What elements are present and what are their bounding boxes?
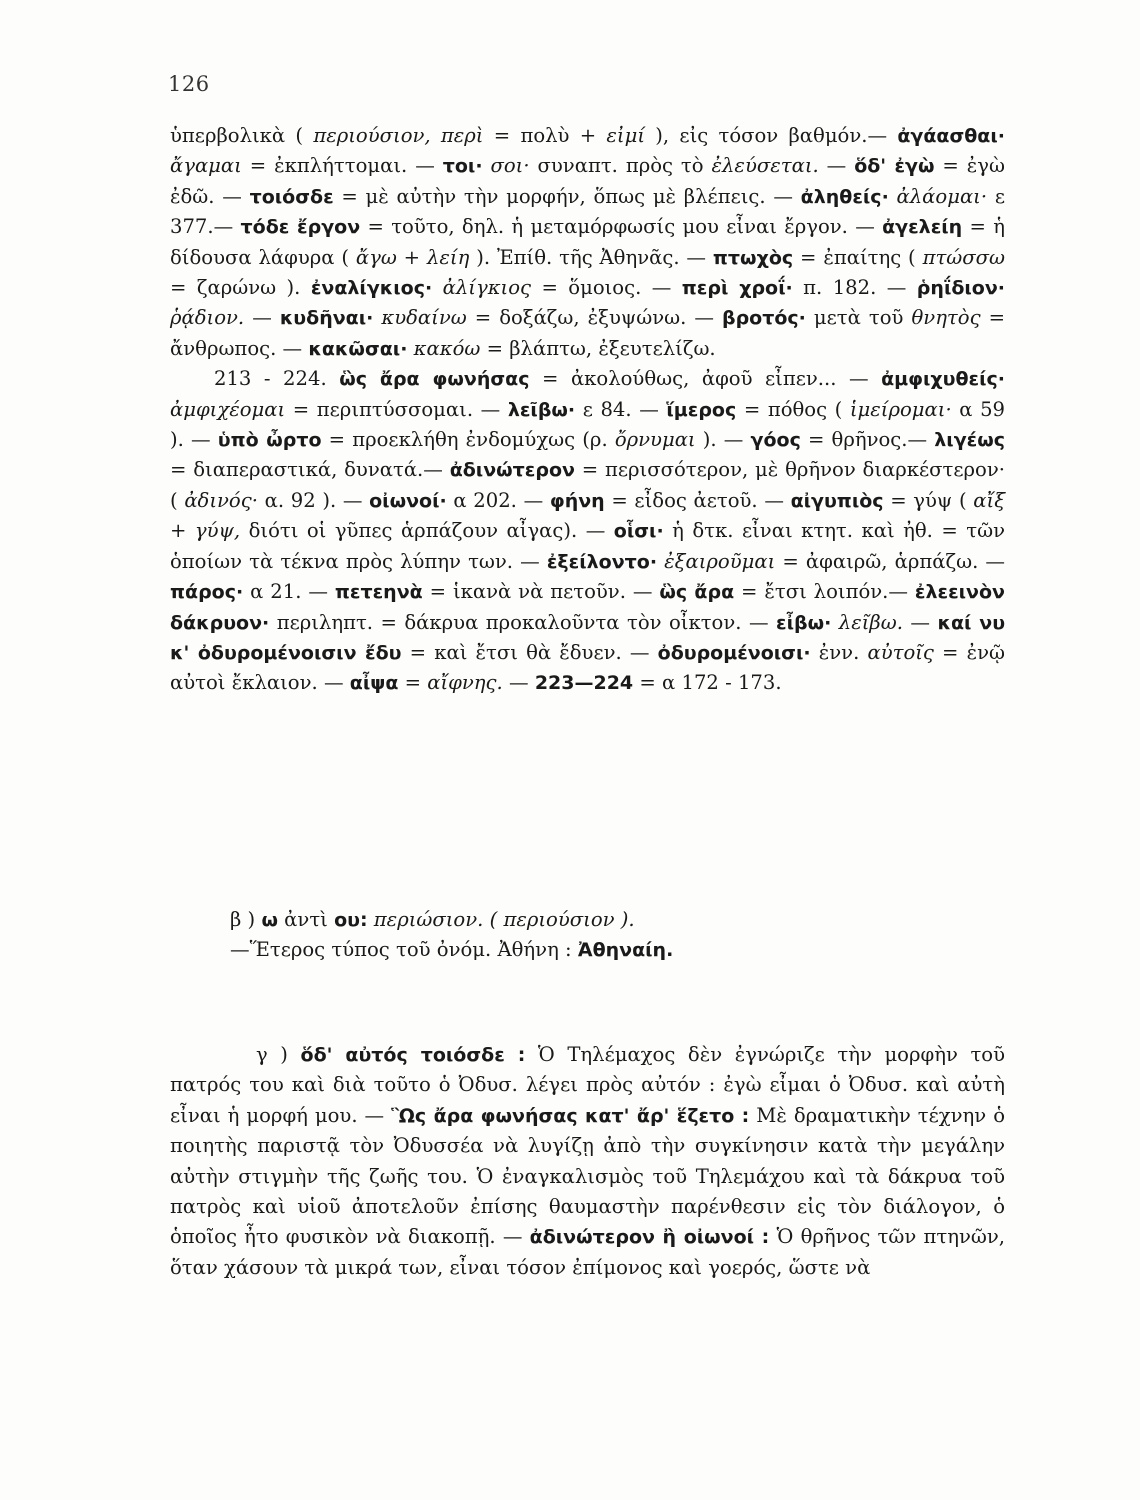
italic-term: εἰμί: [606, 124, 646, 147]
commentary-block-2: [170, 905, 1005, 966]
text-run: = προεκλήθη ἐνδομύχως (ρ.: [321, 428, 615, 452]
italic-term: αὐτοῖς: [867, 640, 934, 664]
italic-term: θνητὸς: [911, 306, 981, 330]
headword: οἷσι·: [613, 520, 664, 543]
headword: ἐλεεινὸν δάκρυον·: [170, 581, 1005, 634]
text-run: = πολὺ +: [483, 124, 607, 147]
text-run: = διαπεραστικά, δυνατά.—: [170, 458, 450, 482]
italic-term: αἴξ + γύψ,: [170, 488, 1005, 543]
headword: περὶ χροΐ·: [681, 277, 793, 300]
headword: γόος: [750, 429, 801, 452]
commentary-paragraph-2: [170, 364, 1005, 698]
italic-term: ὄρνυμαι: [614, 428, 696, 452]
italic-term: ἄγω + λείη: [355, 245, 470, 269]
headword: πάρος·: [170, 581, 244, 604]
commentary-block-1: [170, 121, 1005, 699]
text-run: = δοξάζω, ἐξυψώνω. —: [466, 306, 722, 330]
text-run: = γύψ (: [883, 488, 974, 512]
variant-note-line-1: [170, 905, 1005, 935]
text-run: = ὅμοιος. —: [531, 276, 682, 300]
text-run: = ἐνῷ αὐτοὶ ἔκλαιον. —: [170, 640, 1006, 695]
text-run: ε 377.—: [170, 184, 1005, 239]
text-run: ὑπερβολικὰ (: [170, 124, 314, 147]
italic-term: ἱμείρομαι·: [849, 397, 952, 421]
headword: ἵμερος: [666, 398, 737, 421]
text-run: Μὲ δραματικὴν τέχνην ὁ ποιητὴς παριστᾷ τὸν Ὀδυσσέα νὰ λυγίζῃ ἀπὸ τὴν συγκίνησιν κατὰ τὴν μεγάλην αὐτὴν στιγμὴν τῆς ζωῆς του. Ὁ ἐναγκαλισμὸς τοῦ Τηλεμάχου καὶ τὰ δάκρυα τοῦ πατρὸς καὶ υἱοῦ ἀποτελοῦν ἐπίσης θαυμαστὴν παρένθεσιν εἰς τὸν διάλογον, ὁ ὁποῖος ἦτο φυσικὸν νὰ διακοπῇ. —: [170, 1103, 1005, 1249]
headword: αἶψα: [349, 672, 399, 695]
headword: κακῶσαι·: [308, 337, 408, 360]
text-run: = α 172 - 173.: [633, 671, 782, 695]
text-run: ). Ἐπίθ. τῆς Ἀθηνᾶς. —: [469, 245, 713, 269]
text-run: ἡ δτκ. εἶναι κτητ. καὶ ἠθ. = τῶν ὁποίων τὰ τέκνα πρὸς λύπην των. —: [170, 519, 1005, 573]
text-run: [432, 276, 442, 299]
italic-term: σοι·: [490, 154, 530, 178]
headword: κυδῆναι·: [279, 307, 374, 330]
text-run: = ἔτσι λοιπόν.—: [734, 580, 915, 604]
text-run: α 202. —: [446, 488, 550, 512]
text-run: ἀντὶ: [277, 908, 335, 931]
text-run: α 59 ). —: [170, 397, 1006, 452]
headword: 223—224: [534, 672, 634, 695]
italic-term: αἴφνης.: [427, 671, 503, 695]
text-run: = ἡ δίδουσα λάφυρα (: [170, 215, 1005, 269]
headword: εἶβω·: [776, 611, 832, 634]
headword: λιγέως: [934, 429, 1005, 452]
italic-term: κακόω: [413, 336, 481, 360]
italic-term: ῥᾴδιον.: [170, 306, 245, 330]
headword: ῥηΐδιον·: [916, 277, 1005, 300]
text-run: γ ): [256, 1043, 301, 1066]
commentary-block-3: [170, 1040, 1005, 1283]
italic-term: ἐξαιροῦμαι: [664, 549, 776, 573]
text-run: Ὁ θρῆνος τῶν πτηνῶν, ὅταν χάσουν τὰ μικρά των, εἶναι τόσον ἐπίμονος καὶ γοερός, ὥστε νὰ: [170, 1225, 1005, 1279]
text-run: =: [398, 671, 428, 695]
text-run: = τοῦτο, δηλ. ἡ μεταμόρφωσίς μου εἶναι ἔργον. —: [360, 215, 883, 239]
text-run: β ): [230, 908, 262, 931]
italic-term: ἄγαμαι: [170, 154, 242, 178]
headword: ὅδ' ἐγὼ: [854, 155, 935, 178]
text-run: = ἀφαιρῶ, ἁρπάζω. —: [775, 549, 1006, 573]
text-run: = πόθος (: [736, 397, 850, 421]
italic-term: ἀμφιχέομαι: [170, 397, 286, 421]
commentary-paragraph-1: [170, 121, 1005, 364]
headword: ἀμφιχυθείς·: [881, 368, 1006, 391]
text-run: ). —: [695, 428, 751, 452]
page-number: 126: [168, 72, 210, 96]
headword: ὑπὸ ὦρτο: [217, 429, 322, 452]
text-run: —Ἕτερος τύπος τοῦ ὀνόμ. Ἀθήνη :: [230, 938, 578, 962]
headword: τοι·: [442, 155, 483, 178]
headword: Ὣς ἄρα φωνήσας κατ' ἄρ' ἕζετο :: [391, 1104, 750, 1127]
text-run: [889, 185, 897, 208]
text-run: ε 84. —: [575, 397, 667, 421]
headword: πτωχὸς: [712, 246, 794, 269]
text-run: = ἐκπλήττομαι. —: [241, 154, 443, 178]
headword: ἀδινώτερον: [449, 459, 575, 482]
italic-term: ἐλεύσεται.: [711, 154, 819, 178]
text-run: 213 - 224.: [214, 367, 340, 391]
text-run: = μὲ αὐτὴν τὴν μορφήν, ὅπως μὲ βλέπεις. —: [333, 184, 801, 208]
italic-term: λεῖβω.: [838, 610, 903, 634]
headword: καί νυ κ' ὀδυρομένοισιν ἔδυ: [170, 611, 1006, 664]
headword: ὅδ' αὐτός τοιόσδε :: [300, 1044, 526, 1066]
italic-term: περιούσιον, περὶ: [313, 124, 484, 147]
headword: ὣς ἄρα φωνήσας: [339, 368, 530, 391]
text-run: = ζαρώνω ).: [170, 276, 311, 300]
text-run: = ἐγὼ ἐδῶ. —: [170, 154, 1005, 208]
text-run: π. 182. —: [792, 276, 917, 300]
italic-term: περιώσιον. ( περιούσιον ).: [373, 908, 635, 931]
headword: ἐναλίγκιος·: [310, 277, 433, 300]
text-run: περιληπτ. = δάκρυα προκαλοῦντα τὸν οἶκτον. —: [269, 610, 776, 634]
italic-term: ἀλάομαι·: [896, 184, 988, 208]
headword: ἀληθείς·: [800, 185, 889, 208]
text-run: = ἄνθρωπος. —: [170, 306, 1005, 360]
headword: ἐξείλοντο·: [546, 550, 658, 573]
headword: τοιόσδε: [249, 185, 334, 208]
text-run: = περισσότερον, μὲ θρῆνον διαρκέστερον· (: [170, 458, 1005, 512]
text-run: —: [244, 306, 280, 330]
text-run: ἐνν.: [810, 640, 868, 664]
headword: πετεηνὰ: [334, 581, 423, 604]
text-run: α. 92 ). —: [257, 488, 370, 512]
headword: ἀγελείη: [882, 216, 963, 239]
text-run: = βλάπτω, ἐξευτελίζω.: [480, 336, 716, 360]
italic-term: κυδαίνω: [381, 306, 467, 330]
italic-term: ἀδινός·: [184, 488, 258, 512]
headword: φήνη: [549, 489, 605, 512]
headword: λεῖβω·: [507, 398, 576, 421]
headword: βροτός·: [721, 307, 806, 330]
headword: αἰγυπιὸς: [790, 489, 884, 512]
italic-term: ἀλίγκιος: [442, 276, 532, 300]
text-run: = ἐπαίτης (: [793, 245, 923, 269]
text-run: συναπτ. πρὸς τὸ: [529, 154, 712, 178]
text-run: —: [502, 671, 535, 695]
text-run: = ἱκανὰ νὰ πετοῦν. —: [422, 580, 660, 604]
headword: ω: [261, 909, 278, 931]
text-run: —: [818, 154, 855, 178]
headword: ὣς ἄρα: [659, 581, 735, 604]
text-run: = θρῆνος.—: [800, 428, 935, 452]
headword: ἀδινώτερον ἢ οἰωνοί :: [529, 1226, 770, 1249]
text-run: ), εἰς τόσον βαθμόν.—: [645, 124, 898, 147]
text-run: Ὁ Τηλέμαχος δὲν ἐγνώριζε τὴν μορφὴν τοῦ πατρός του καὶ διὰ τοῦτο ὁ Ὀδυσ. λέγει πρὸς αὐτόν : ἐγὼ εἶμαι ὁ Ὀδυσ. καὶ αὐτὴ εἶναι ἡ μορφή μου. —: [170, 1043, 1005, 1127]
headword: τόδε ἔργον: [240, 216, 361, 239]
commentary-paragraph-3: [170, 1040, 1005, 1283]
text-run: διότι οἱ γῦπες ἁρπάζουν αἶγας). —: [240, 519, 614, 543]
text-run: α 21. —: [243, 580, 335, 604]
headword: ὀδυρομένοισι·: [657, 641, 811, 664]
text-run: = καὶ ἔτσι θὰ ἔδυεν. —: [401, 640, 658, 664]
text-run: [831, 611, 838, 634]
text-run: —: [902, 610, 938, 634]
text-run: = ἀκολούθως, ἀφοῦ εἶπεν... —: [529, 367, 882, 391]
headword: ἀγάασθαι·: [897, 125, 1005, 147]
text-run: μετὰ τοῦ: [805, 306, 912, 330]
headword: οἰωνοί·: [369, 489, 447, 512]
text-run: = περιπτύσσομαι. —: [285, 397, 508, 421]
headword: ου:: [334, 909, 368, 931]
italic-term: πτώσσω: [922, 245, 1005, 269]
variant-note-line-2: [170, 935, 1005, 965]
text-run: = εἶδος ἀετοῦ. —: [604, 488, 791, 512]
headword: Ἀθηναίη.: [577, 939, 674, 962]
